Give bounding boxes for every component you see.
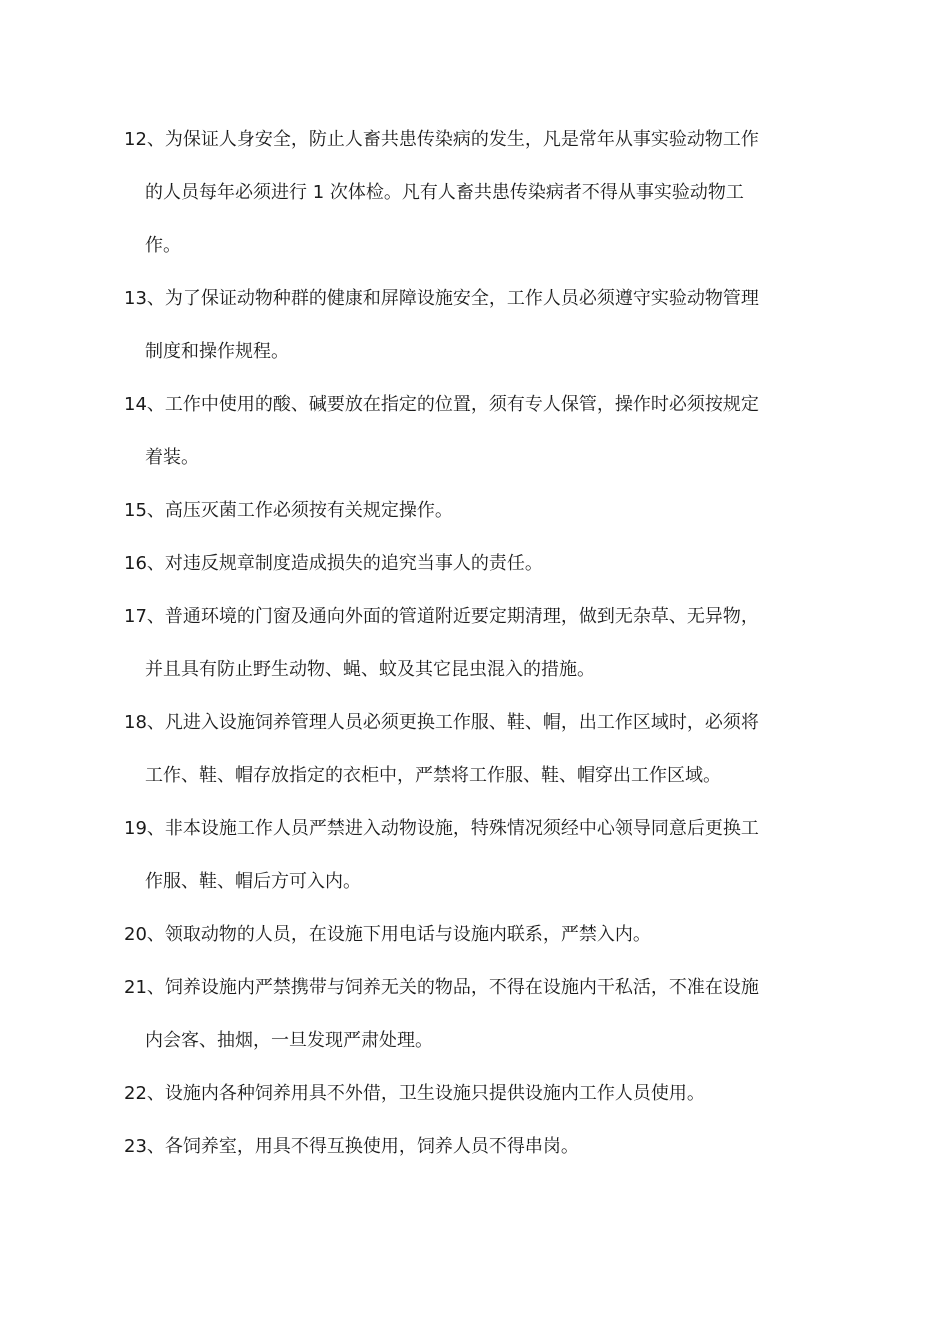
rule-text-line: 、非本设施工作人员严禁进入动物设施，特殊情况须经中心领导同意后更换工 — [146, 818, 759, 839]
rule-number: 13 — [124, 288, 147, 309]
rule-number: 17 — [124, 606, 147, 627]
rule-text-line: 、高压灭菌工作必须按有关规定操作。 — [146, 500, 453, 521]
rule-text-line: 作服、鞋、帽后方可入内。 — [145, 871, 361, 892]
rule-text-line: 制度和操作规程。 — [145, 341, 289, 362]
rule-text-line: 、为保证人身安全，防止人畜共患传染病的发生，凡是常年从事实验动物工作 — [146, 129, 759, 150]
rule-text-line: 作。 — [145, 235, 181, 256]
rule-text-line: 、饲养设施内严禁携带与饲养无关的物品，不得在设施内干私活，不准在设施 — [146, 977, 759, 998]
rule-number: 16 — [124, 553, 147, 574]
rule-item-17 — [124, 590, 814, 696]
rule-text-line: 工作、鞋、帽存放指定的衣柜中，严禁将工作服、鞋、帽穿出工作区域。 — [145, 765, 721, 786]
rules-list — [124, 113, 814, 1173]
rule-item-16 — [124, 537, 814, 590]
rule-number: 15 — [124, 500, 147, 521]
rule-item-22 — [124, 1067, 814, 1120]
rule-item-20 — [124, 908, 814, 961]
rule-number: 12 — [124, 129, 147, 150]
rule-item-13 — [124, 272, 814, 378]
rule-item-23 — [124, 1120, 814, 1173]
rule-text-line: 、为了保证动物种群的健康和屏障设施安全，工作人员必须遵守实验动物管理 — [146, 288, 759, 309]
rule-item-18 — [124, 696, 814, 802]
rule-text-line: 内会客、抽烟，一旦发现严肃处理。 — [145, 1030, 433, 1051]
rule-number: 23 — [124, 1136, 147, 1157]
rule-number: 20 — [124, 924, 147, 945]
rule-number: 18 — [124, 712, 147, 733]
rule-item-15 — [124, 484, 814, 537]
rule-item-21 — [124, 961, 814, 1067]
rule-text-line: 、普通环境的门窗及通向外面的管道附近要定期清理，做到无杂草、无异物， — [146, 606, 759, 627]
rule-item-12 — [124, 113, 814, 272]
rule-text-line: 、各饲养室，用具不得互换使用，饲养人员不得串岗。 — [146, 1136, 579, 1157]
rule-text-line: 着装。 — [145, 447, 199, 468]
rule-text-line: 、凡进入设施饲养管理人员必须更换工作服、鞋、帽，出工作区域时，必须将 — [146, 712, 759, 733]
rule-text-line: 、设施内各种饲养用具不外借，卫生设施只提供设施内工作人员使用。 — [146, 1083, 705, 1104]
rule-text-line: 、对违反规章制度造成损失的追究当事人的责任。 — [146, 553, 543, 574]
rule-text-line: 并且具有防止野生动物、蝇、蚊及其它昆虫混入的措施。 — [145, 659, 595, 680]
rule-number: 21 — [124, 977, 147, 998]
rule-text-line: 的人员每年必须进行 1 次体检。凡有人畜共患传染病者不得从事实验动物工 — [145, 182, 744, 203]
rule-text-line: 、领取动物的人员，在设施下用电话与设施内联系，严禁入内。 — [146, 924, 651, 945]
rule-item-14 — [124, 378, 814, 484]
rule-number: 14 — [124, 394, 147, 415]
rule-number: 19 — [124, 818, 147, 839]
rule-item-19 — [124, 802, 814, 908]
rule-text-line: 、工作中使用的酸、碱要放在指定的位置，须有专人保管，操作时必须按规定 — [146, 394, 759, 415]
rule-number: 22 — [124, 1083, 147, 1104]
